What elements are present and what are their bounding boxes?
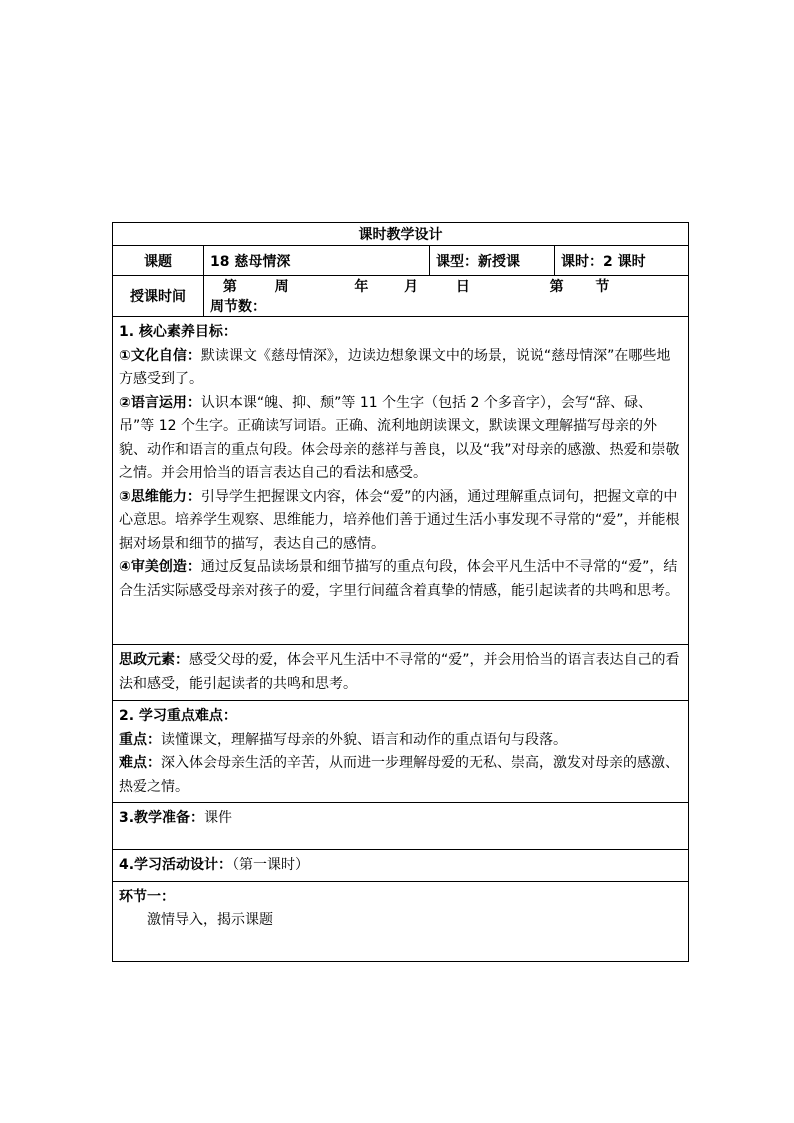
keypoints-row [113,701,689,803]
prep-text: 课件 [204,810,233,826]
goal-item-thinking [119,486,682,557]
goals-row [113,317,689,645]
time-row [113,276,689,317]
time-label: 授课时间 [113,276,204,317]
week-prefix: 第 [222,279,237,295]
lesson-plan-table [112,222,689,962]
keypoints-cell [113,701,689,803]
goal-text: 认识本课“魄、抑、颓”等 11 个生字（包括 2 个多音字），会写“辞、碌、吊”等 12 个生字。正确读写词语。正确、流利地朗读课文，默读课文理解描写母亲的外貌、动作和语言的重点句段。体会母亲的慈祥与善良，以及“我”对母亲的感激、热爱和崇敬之情。并会用恰当的语言表达自己的看法和感受。 [119,394,680,481]
step1-label: 环节一： [119,888,175,905]
lesson-hours: 课时：2 课时 [555,246,689,276]
keypoints-heading: 2. 学习重点难点： [119,708,237,724]
section-suffix: 节 [595,279,610,295]
day-label: 日 [455,279,470,295]
goals-cell [113,317,689,645]
prep-cell [113,803,689,850]
activity-text: （第一课时） [232,857,310,873]
focus-label: 重点： [119,731,161,748]
step1-text: 激情导入，揭示课题 [147,912,273,928]
ideology-text [119,649,682,696]
focus-line [119,729,682,753]
goal-item-language [119,392,682,486]
step1-cell [113,881,689,961]
ideology-cell [113,645,689,701]
goal-text: 通过反复品读场景和细节描写的重点句段，体会平凡生活中不寻常的“爱”，结合生活实际感受母亲对孩子的爱，字里行间蕴含着真挚的情感，能引起读者的共鸣和思考。 [119,559,679,599]
title-row [113,223,689,246]
focus-text: 读懂课文，理解描写母亲的外貌、语言和动作的重点语句与段落。 [161,731,567,748]
prep-row [113,803,689,850]
ideology-label: 思政元素： [119,652,189,668]
week-count: 周节数： [210,299,266,315]
month-label: 月 [404,279,419,295]
activity-row [113,850,689,882]
goal-label: ④审美创造： [119,559,201,575]
difficulty-line [119,752,682,799]
goal-item-aesthetic [119,556,682,603]
prep-line [119,807,682,831]
goal-label: ②语言运用： [119,394,201,411]
goal-label: ③思维能力： [119,488,201,505]
step1-row [113,881,689,961]
time-value [204,276,689,317]
table-title: 课时教学设计 [113,223,689,246]
goal-text: 引导学生把握课文内容，体会“爱”的内涵，通过理解重点词句，把握文章的中心意思。培养学生观察、思维能力，培养他们善于通过生活小事发现不寻常的“爱”，并能根据对场景和细节的描写，表达自己的感情。 [119,488,680,552]
lesson-type: 课型：新授课 [430,246,555,276]
prep-label: 3.教学准备： [119,810,205,826]
activity-label: 4.学习活动设计： [119,857,233,873]
year-label: 年 [354,279,369,295]
week-suffix: 周 [274,279,289,295]
topic-row [113,246,689,276]
activity-line [119,854,682,878]
goals-heading: 1. 核心素养目标： [119,324,237,340]
section-prefix: 第 [549,279,564,295]
topic-value: 18 慈母情深 [204,246,430,276]
goal-text: 默读课文《慈母情深》，边读边想象课文中的场景，说说“慈母情深”在哪些地方感受到了。 [119,347,671,387]
difficulty-text: 深入体会母亲生活的辛苦，从而进一步理解母爱的无私、崇高，激发对母亲的感激、热爱之情。 [119,755,679,795]
ideology-row [113,645,689,701]
ideology-body: 感受父母的爱，体会平凡生活中不寻常的“爱”，并会用恰当的语言表达自己的看法和感受，能引起读者的共鸣和思考。 [119,652,680,692]
difficulty-label: 难点： [119,755,161,771]
lesson-plan-sheet [112,222,688,962]
goal-item-culture [119,345,682,392]
goal-label: ①文化自信： [119,347,201,364]
activity-cell [113,850,689,882]
topic-label: 课题 [113,246,204,276]
